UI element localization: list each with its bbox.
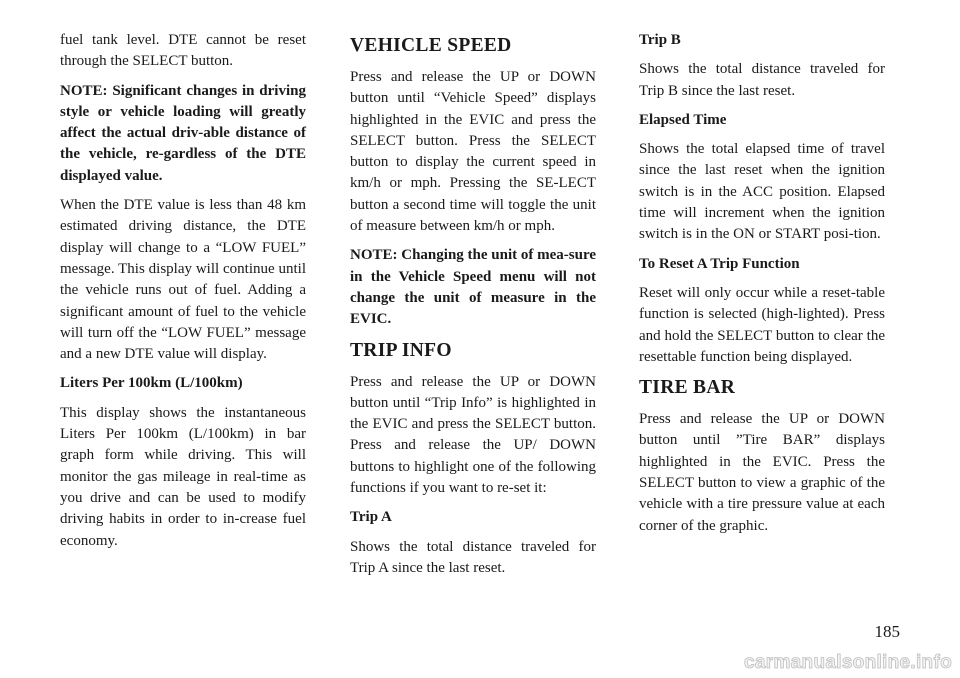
heading-trip-info: TRIP INFO	[350, 339, 452, 361]
paragraph-vehicle-speed: Press and release the UP or DOWN button until “Vehicle Speed” displays highlighted in the EVIC and press the SELECT button. Press the SELECT button to display the current speed in km/h or mph. Pressing the SE-LECT button a second time will toggle the unit of measure between km/h or mph.	[350, 69, 596, 235]
subheading-reset-trip: To Reset A Trip Function	[639, 255, 800, 272]
note-unit-of-measure: NOTE: Changing the unit of mea-sure in the Vehicle Speed menu will not change the unit of measure in the EVIC.	[350, 247, 596, 328]
column-3	[639, 30, 885, 545]
paragraph-liters-per-100km: This display shows the instantaneous Liters Per 100km (L/100km) in bar graph form while driving. This will monitor the gas mileage in real-time as you drive and can be used to modify driving habits in order to in-crease fuel economy.	[60, 404, 306, 549]
subheading-trip-a: Trip A	[350, 509, 392, 526]
paragraph-reset-trip: Reset will only occur while a reset-table function is selected (high-lighted). Press and hold the SELECT button to clear the resettable function being displayed.	[639, 284, 885, 365]
subheading-trip-b: Trip B	[639, 32, 681, 48]
paragraph-trip-info: Press and release the UP or DOWN button until “Trip Info” is highlighted in the EVIC and press the SELECT button. Press and release the UP/ DOWN buttons to highlight one of the following functions if you want to re-set it:	[350, 373, 596, 497]
subheading-liters-per-100km: Liters Per 100km (L/100km)	[60, 375, 243, 392]
paragraph-tire-bar: Press and release the UP or DOWN button until ”Tire BAR” displays highlighted in the EVIC. Press the SELECT button to view a graphic of the vehicle with a tire pressure value at each corner of the graphic.	[639, 411, 885, 534]
column-1	[60, 30, 306, 560]
paragraph-dte-reset: fuel tank level. DTE cannot be reset through the SELECT button.	[60, 32, 306, 70]
note-dte-driving-style: NOTE: Significant changes in driving style or vehicle loading will greatly affect the actual driv-able distance of the vehicle, re-gardless of the DTE displayed value.	[60, 82, 306, 184]
paragraph-elapsed-time: Shows the total elapsed time of travel since the last reset when the ignition switch is in the ACC position. Elapsed time will increment when the ignition switch is in the ON or START posi-tion.	[639, 141, 885, 243]
paragraph-low-fuel: When the DTE value is less than 48 km estimated driving distance, the DTE display will change to a “LOW FUEL” message. This display will continue until the vehicle runs out of fuel. Adding a significant amount of fuel to the vehicle will turn off the “LOW FUEL” message and a new DTE value will display.	[60, 197, 306, 363]
subheading-elapsed-time: Elapsed Time	[639, 111, 727, 128]
column-2	[350, 30, 596, 587]
heading-tire-bar: TIRE BAR	[639, 377, 736, 399]
heading-vehicle-speed: VEHICLE SPEED	[350, 35, 512, 56]
page-number: 185	[874, 622, 900, 641]
watermark: carmanualsonline.info	[744, 652, 952, 673]
paragraph-trip-a: Shows the total distance traveled for Trip A since the last reset.	[350, 538, 596, 576]
paragraph-trip-b: Shows the total distance traveled for Trip B since the last reset.	[639, 61, 885, 99]
